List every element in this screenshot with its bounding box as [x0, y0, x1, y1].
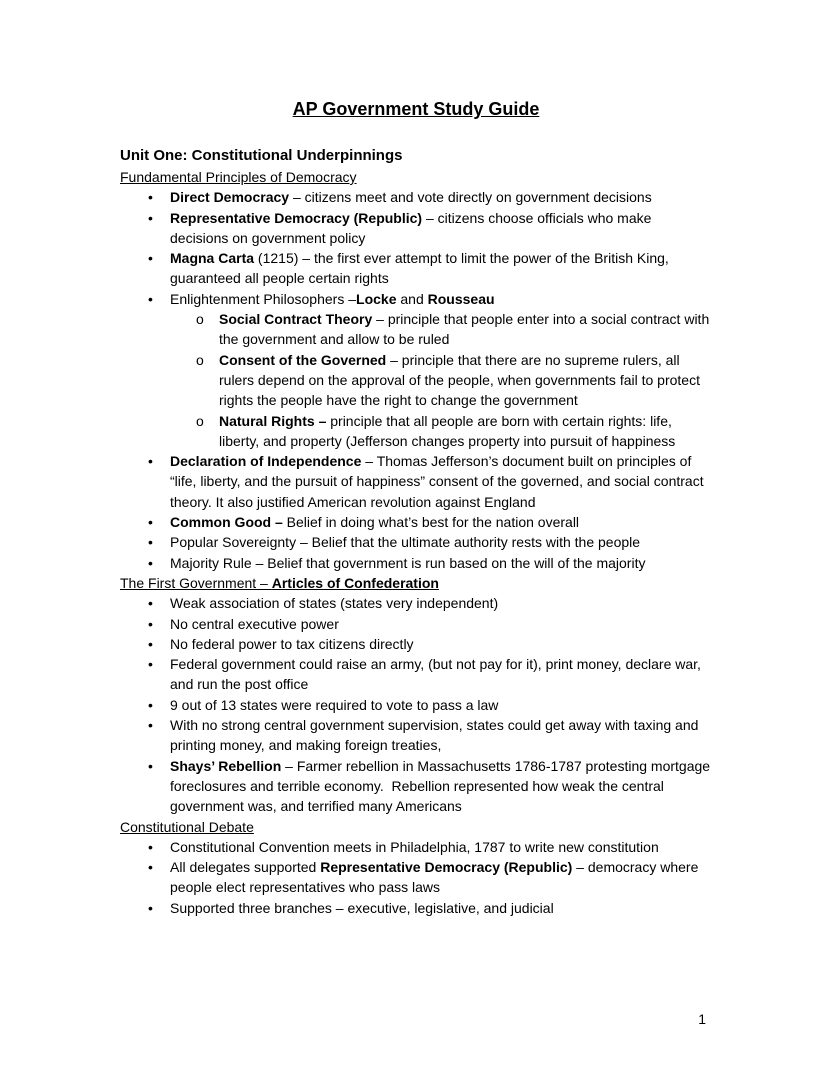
list-item-text: [170, 291, 495, 307]
list-item: [120, 837, 712, 857]
text-segment: – Thomas Jefferson’s document built on principles of “life, liberty, and the pursuit of happiness” consent of the governed, and social contract theory. It also justified American revolution against England: [170, 453, 708, 510]
text-segment: With no strong central government supervision, states could get away with taxing and printing money, and making foreign treaties,: [170, 717, 703, 754]
bullet-marker: •: [148, 838, 153, 855]
text-segment: – citizens choose officials who make decisions on government policy: [170, 209, 656, 246]
bold-text-segment: Natural Rights –: [219, 412, 327, 429]
list-item-text: [170, 616, 339, 632]
page-number: 1: [698, 1010, 706, 1027]
bullet-marker: •: [148, 615, 153, 632]
text-segment: Popular Sovereignty – Belief that the ultimate authority rests with the people: [170, 534, 641, 551]
bullet-marker: •: [148, 453, 153, 470]
text-segment: Belief in doing what’s best for the nation overall: [282, 514, 580, 531]
bold-text-segment: Common Good –: [170, 514, 283, 531]
list-item: [120, 654, 712, 695]
text-segment: – citizens meet and vote directly on government decisions: [289, 189, 652, 206]
list-item-text: [170, 717, 702, 753]
list-item: [120, 350, 712, 411]
bold-text-segment: Locke: [356, 290, 397, 307]
circle-marker: o: [196, 412, 204, 429]
text-segment: (1215) – the first ever attempt to limit the power of the British King, guaranteed all people certain rights: [170, 250, 673, 287]
bullet-marker: •: [148, 250, 153, 267]
bullet-marker: •: [148, 595, 153, 612]
bold-text-segment: Magna Carta: [170, 250, 255, 267]
text-segment: All delegates supported: [170, 859, 321, 876]
bullet-marker: •: [148, 514, 153, 531]
list-item: [120, 208, 712, 249]
bold-text-segment: Articles of Confederation: [271, 574, 439, 591]
bullet-marker: •: [148, 859, 153, 876]
list-item: [120, 512, 712, 532]
text-segment: Federal government could raise an army, (but not pay for it), print money, declare war, and run the post office: [170, 656, 705, 693]
list-item: [120, 898, 712, 918]
text-segment: The First Government –: [120, 574, 272, 591]
bold-text-segment: Consent of the Governed: [219, 351, 387, 368]
list-item-text: [170, 839, 659, 855]
text-segment: – principle that there are no supreme rulers, all rulers depend on the approval of the people, when governments fail to protect rights the people have the right to change the government: [219, 351, 704, 409]
list-item: [120, 451, 712, 512]
list-item-text: [170, 250, 673, 286]
text-segment: – Farmer rebellion in Massachusetts 1786-1787 protesting mortgage foreclosures and terrible economy. Rebellion represented how weak the central government was, and terrified many Americans: [170, 757, 714, 815]
circle-marker: o: [196, 311, 204, 328]
text-segment: 9 out of 13 states were required to vote to pass a law: [170, 696, 499, 713]
bold-text-segment: Declaration of Independence: [170, 453, 362, 470]
list-item: [120, 532, 712, 552]
list-item-text: [170, 514, 579, 530]
list-item-text: [170, 189, 652, 205]
list-item: [120, 695, 712, 715]
list-item-text: [170, 210, 655, 246]
section-heading: [120, 167, 712, 187]
bullet-marker: •: [148, 656, 153, 673]
bold-text-segment: Direct Democracy: [170, 189, 290, 206]
text-segment: Majority Rule – Belief that government is run based on the will of the majority: [170, 554, 646, 571]
text-segment: Supported three branches – executive, legislative, and judicial: [170, 899, 554, 916]
list-item-text: [170, 595, 498, 611]
bold-text-segment: Rousseau: [427, 290, 495, 307]
bullet-marker: •: [148, 290, 153, 307]
list-item: [120, 411, 712, 452]
text-segment: and: [396, 290, 428, 307]
text-segment: – democracy where people elect representatives who pass laws: [170, 859, 703, 896]
list-item-text: [219, 352, 704, 409]
sections-container: [120, 167, 712, 918]
list-item-text: [170, 900, 554, 916]
list-item: [120, 593, 712, 613]
list-item: [120, 715, 712, 756]
list-item: [120, 614, 712, 634]
bold-text-segment: Representative Democracy (Republic): [170, 209, 423, 226]
text-segment: principle that all people are born with certain rights: life, liberty, and property (Jefferson changes property into pursuit of happiness: [219, 412, 676, 449]
text-segment: No central executive power: [170, 615, 339, 632]
list-item-text: [170, 697, 498, 713]
list-item: [120, 553, 712, 573]
text-segment: Fundamental Principles of Democracy: [120, 169, 357, 185]
text-segment: Constitutional Convention meets in Philadelphia, 1787 to write new constitution: [170, 838, 659, 855]
list-item-text: [170, 758, 714, 815]
bullet-marker: •: [148, 554, 153, 571]
bullet-marker: •: [148, 899, 153, 916]
bullet-marker: •: [148, 209, 153, 226]
list-item-text: [170, 555, 645, 571]
list-item: [120, 634, 712, 654]
section-heading: [120, 573, 712, 593]
bullet-marker: •: [148, 534, 153, 551]
text-segment: Enlightenment Philosophers –: [170, 290, 357, 307]
bullet-marker: •: [148, 717, 153, 734]
document-content: [120, 97, 712, 918]
bullet-marker: •: [148, 757, 153, 774]
bold-text-segment: Social Contract Theory: [219, 311, 373, 328]
bullet-marker: •: [148, 635, 153, 652]
list-item-text: [170, 656, 705, 692]
bullet-marker: •: [148, 189, 153, 206]
document-title: AP Government Study Guide: [292, 99, 540, 119]
list-item-text: [170, 453, 708, 510]
text-segment: Constitutional Debate: [120, 818, 254, 835]
list-item: [120, 756, 712, 817]
list-item-text: [170, 534, 640, 550]
text-segment: – principle that people enter into a social contract with the government and allow to be ruled: [219, 311, 714, 348]
bold-text-segment: Representative Democracy (Republic): [320, 859, 573, 876]
list-item-text: [170, 859, 702, 895]
list-item: [120, 289, 712, 309]
text-segment: No federal power to tax citizens directly: [170, 635, 414, 652]
bullet-marker: •: [148, 696, 153, 713]
bold-text-segment: Shays’ Rebellion: [170, 757, 282, 774]
list-item: [120, 309, 712, 350]
list-item: [120, 187, 712, 207]
list-item-text: [219, 311, 713, 347]
circle-marker: o: [196, 351, 204, 368]
list-item: [120, 248, 712, 289]
list-item: [120, 857, 712, 898]
text-segment: Weak association of states (states very independent): [170, 595, 499, 612]
list-item-text: [170, 636, 414, 652]
unit-heading: Unit One: Constitutional Underpinnings: [120, 147, 403, 164]
section-heading: [120, 817, 712, 837]
list-item-text: [219, 413, 676, 449]
